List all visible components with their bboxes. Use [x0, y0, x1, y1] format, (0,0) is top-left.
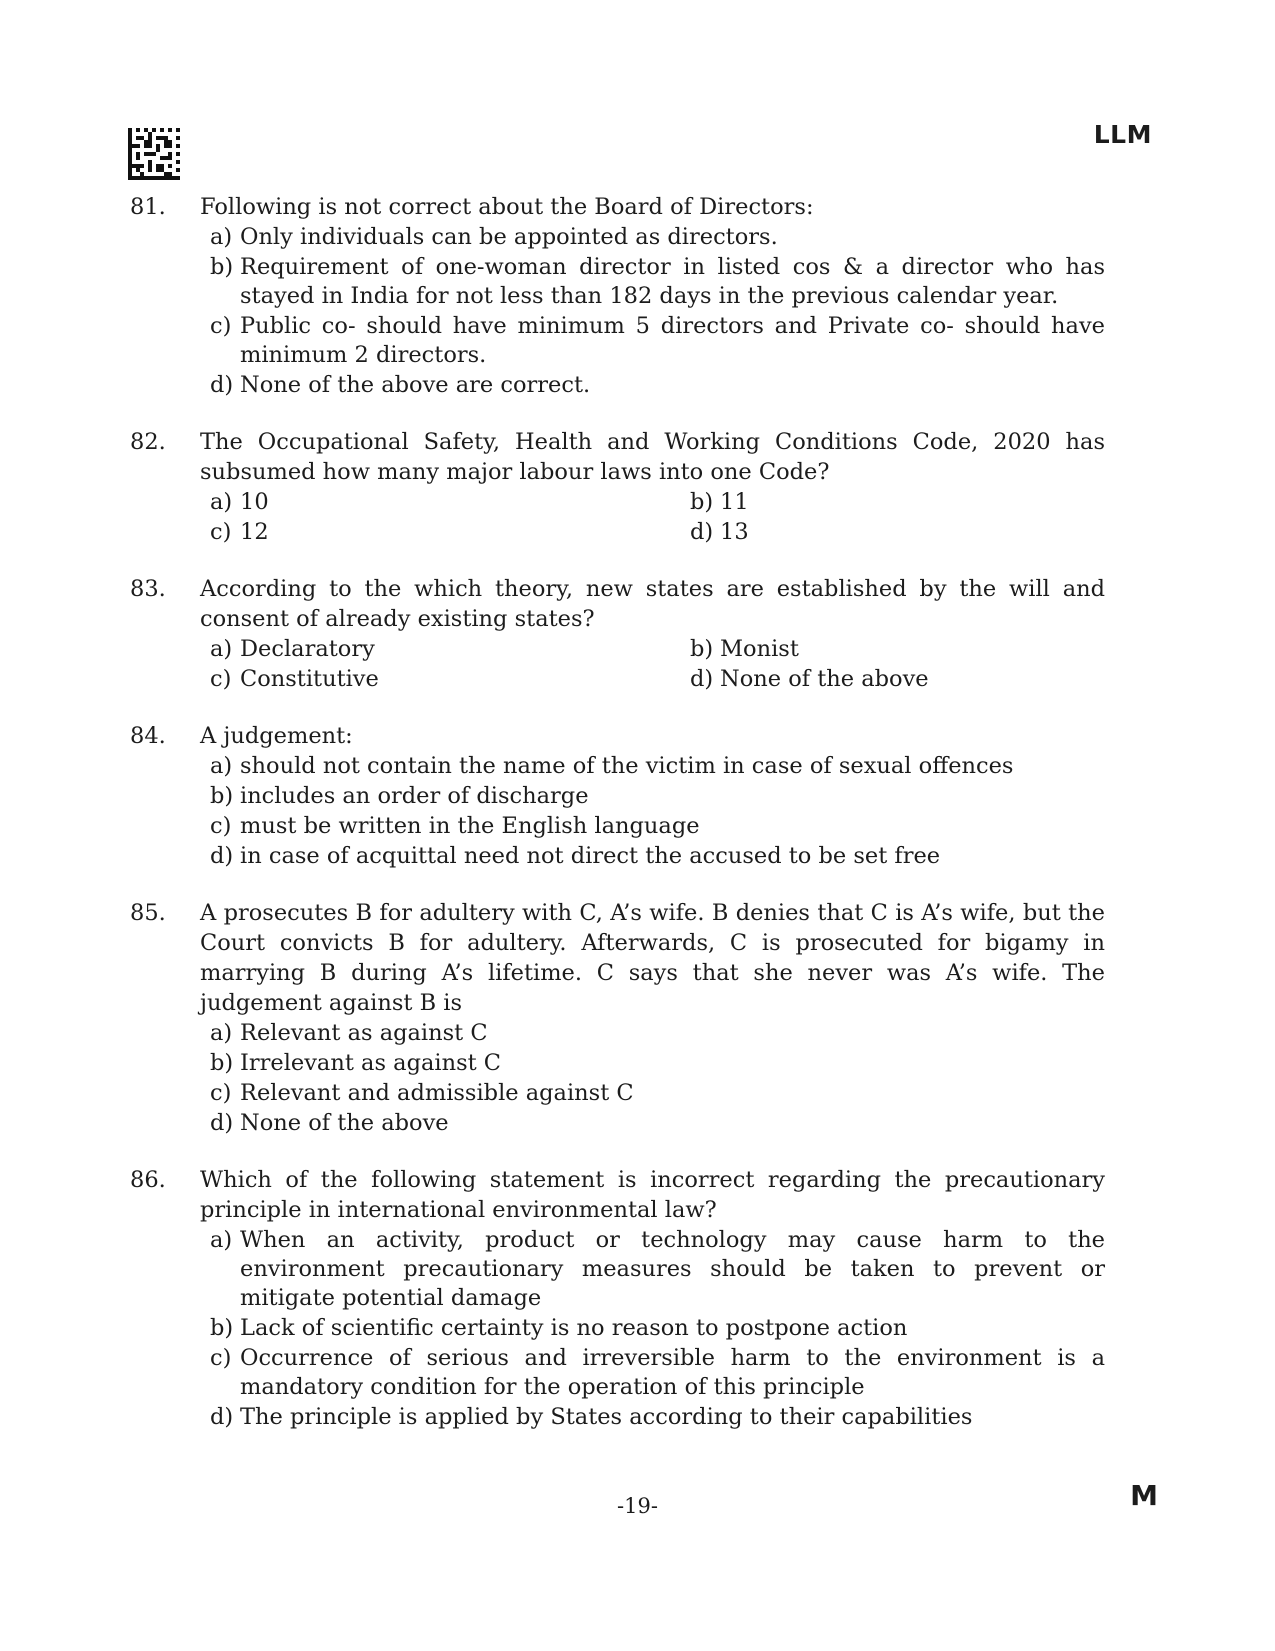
option-a [210, 635, 690, 664]
question-84 [130, 721, 1105, 871]
option-d [210, 1403, 1105, 1432]
question-85 [130, 898, 1105, 1138]
option-b [210, 782, 1105, 811]
option-d [690, 518, 1105, 547]
option-text: Occurrence of serious and irreversible harm to the environment is a mandatory condition for the operation of this principle [240, 1345, 1105, 1400]
option-text: Relevant and admissible against C [240, 1080, 634, 1106]
option-label: b) [210, 254, 234, 280]
option-label: d) [210, 1404, 234, 1430]
option-d [210, 1109, 1105, 1138]
page-number: -19- [617, 1494, 658, 1518]
option-text: must be written in the English language [240, 813, 700, 839]
question-86 [130, 1165, 1105, 1432]
options [210, 1019, 1105, 1138]
option-label: d) [210, 843, 234, 869]
option-text: Public co- should have minimum 5 directors and Private co- should have minimum 2 directors. [240, 313, 1105, 368]
question-number: 83. [130, 576, 166, 602]
option-text: Monist [720, 636, 799, 662]
qr-code-icon [128, 128, 180, 180]
option-label: d) [210, 372, 234, 398]
option-a [210, 1019, 1105, 1048]
question-number: 82. [130, 429, 166, 455]
option-text: None of the above [720, 666, 929, 692]
option-text: None of the above [240, 1110, 449, 1136]
option-label: c) [210, 519, 232, 545]
option-text: should not contain the name of the victim in case of sexual offences [240, 753, 1014, 779]
option-text: Only individuals can be appointed as directors. [240, 224, 778, 250]
option-text: When an activity, product or technology may cause harm to the environment precautionary measures should be taken to prevent or mitigate potential damage [240, 1227, 1105, 1311]
option-label: b) [690, 489, 714, 515]
option-label: a) [210, 489, 233, 515]
question-text: Following is not correct about the Board of Directors: [200, 194, 814, 220]
option-b [690, 488, 1105, 517]
option-text: None of the above are correct. [240, 372, 591, 398]
options [210, 752, 1105, 871]
option-text: 12 [240, 519, 269, 545]
options [210, 634, 1105, 694]
question-number: 85. [130, 900, 166, 926]
option-text: Lack of scientific certainty is no reason to postpone action [240, 1315, 908, 1341]
option-text: 13 [720, 519, 749, 545]
question-number: 86. [130, 1167, 166, 1193]
option-label: b) [210, 1315, 234, 1341]
option-text: Requirement of one-woman director in listed cos & a director who has stayed in India for not less than 182 days in the previous calendar year. [240, 254, 1105, 309]
options [210, 487, 1105, 547]
question-number: 81. [130, 194, 166, 220]
option-label: d) [690, 519, 714, 545]
question-list [130, 192, 1105, 1459]
option-c [210, 312, 1105, 370]
option-text: Relevant as against C [240, 1020, 488, 1046]
option-a [210, 1226, 1105, 1313]
option-label: a) [210, 224, 233, 250]
options [210, 223, 1105, 400]
option-label: c) [210, 813, 232, 839]
option-text: in case of acquittal need not direct the accused to be set free [240, 843, 941, 869]
option-label: a) [210, 1020, 233, 1046]
option-label: a) [210, 636, 233, 662]
paper-code: LLM [1093, 120, 1152, 149]
option-label: d) [210, 1110, 234, 1136]
option-text: Irrelevant as against C [240, 1050, 502, 1076]
option-a [210, 488, 690, 517]
option-label: c) [210, 313, 232, 339]
option-c [210, 1344, 1105, 1402]
series-code: M [1130, 1479, 1158, 1512]
options [210, 1226, 1105, 1432]
option-b [210, 253, 1105, 311]
option-text: The principle is applied by States according to their capabilities [240, 1404, 973, 1430]
option-c [210, 518, 690, 547]
option-label: b) [690, 636, 714, 662]
option-label: c) [210, 666, 232, 692]
option-d [210, 842, 1105, 871]
option-text: 10 [240, 489, 269, 515]
question-81 [130, 192, 1105, 400]
option-c [210, 1079, 1105, 1108]
question-text: According to the which theory, new states are established by the will and consent of already existing states? [200, 576, 1105, 632]
question-text: A judgement: [200, 723, 353, 749]
option-d [690, 665, 1105, 694]
option-label: a) [210, 1227, 233, 1253]
option-d [210, 371, 1105, 400]
option-b [210, 1314, 1105, 1343]
question-82 [130, 427, 1105, 547]
option-label: b) [210, 783, 234, 809]
option-text: includes an order of discharge [240, 783, 589, 809]
option-label: b) [210, 1050, 234, 1076]
option-b [210, 1049, 1105, 1078]
option-text: Declaratory [240, 636, 375, 662]
question-text: Which of the following statement is incorrect regarding the precautionary principle in international environmental law? [200, 1167, 1105, 1223]
question-number: 84. [130, 723, 166, 749]
option-c [210, 665, 690, 694]
question-83 [130, 574, 1105, 694]
option-label: c) [210, 1080, 232, 1106]
question-text: A prosecutes B for adultery with C, A’s wife. B denies that C is A’s wife, but the Court convicts B for adultery. Afterwards, C is prosecuted for bigamy in marrying B during A’s lifetime. C says that she never was A’s wife. The judgement against B is [200, 900, 1105, 1016]
option-label: c) [210, 1345, 232, 1371]
option-text: 11 [720, 489, 749, 515]
option-b [690, 635, 1105, 664]
question-text: The Occupational Safety, Health and Working Conditions Code, 2020 has subsumed how many major labour laws into one Code? [200, 429, 1105, 485]
option-a [210, 752, 1105, 781]
option-text: Constitutive [240, 666, 379, 692]
option-c [210, 812, 1105, 841]
option-a [210, 223, 1105, 252]
option-label: d) [690, 666, 714, 692]
option-label: a) [210, 753, 233, 779]
